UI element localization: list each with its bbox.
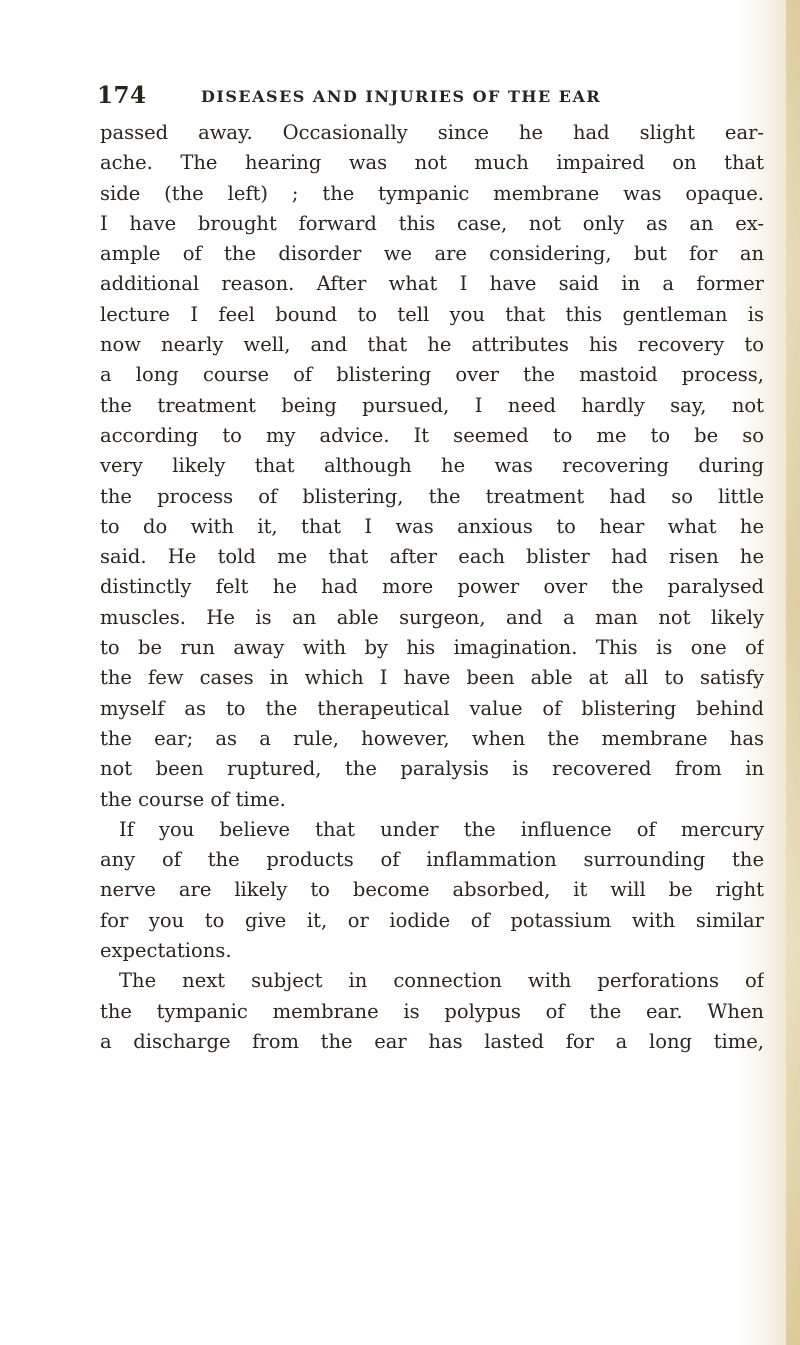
- text-line: for you to give it, or iodide of potassium with similar: [100, 908, 764, 932]
- text-line: said. He told me that after each blister had risen he: [100, 545, 764, 569]
- text-line: side (the left) ; the tympanic membrane was opaque.: [100, 181, 764, 205]
- text-line: according to my advice. It seemed to me to be so: [100, 423, 764, 447]
- text-line: the few cases in which I have been able at all to satisfy: [100, 666, 764, 690]
- text-line: ache. The hearing was not much impaired on that: [100, 151, 764, 175]
- text-line: the process of blistering, the treatment had so little: [100, 484, 764, 508]
- text-line: the tympanic membrane is polypus of the ear. When: [100, 999, 764, 1023]
- text-line: the treatment being pursued, I need hardly say, not: [100, 393, 764, 417]
- page-number: 174: [97, 82, 147, 109]
- text-line: muscles. He is an able surgeon, and a man not likely: [100, 605, 764, 629]
- text-line: very likely that although he was recovering during: [100, 454, 764, 478]
- text-line: now nearly well, and that he attributes his recovery to: [100, 333, 764, 357]
- text-line: any of the products of inflammation surrounding the: [100, 848, 764, 872]
- text-line: to be run away with by his imagination. This is one of: [100, 636, 764, 660]
- body-text: [100, 118, 764, 1057]
- text-line: myself as to the therapeutical value of blistering behind: [100, 696, 764, 720]
- text-line: a discharge from the ear has lasted for a long time,: [100, 1029, 764, 1053]
- text-line: additional reason. After what I have said in a former: [100, 272, 764, 296]
- page-edge: [786, 0, 800, 1345]
- text-line: the course of time.: [100, 787, 286, 811]
- text-line: passed away. Occasionally since he had slight ear-: [100, 121, 764, 144]
- text-line: the ear; as a rule, however, when the membrane has: [100, 726, 764, 750]
- text-line: expectations.: [100, 939, 232, 963]
- text-line: I have brought forward this case, not only as an ex-: [100, 211, 764, 235]
- text-line: ample of the disorder we are considering, but for an: [100, 242, 764, 266]
- text-line: nerve are likely to become absorbed, it will be right: [100, 878, 764, 902]
- text-line: to do with it, that I was anxious to hear what he: [100, 514, 764, 538]
- text-line: The next subject in connection with perforations of: [119, 969, 764, 993]
- text-line: distinctly felt he had more power over the paralysed: [100, 575, 764, 599]
- text-line: If you believe that under the influence of mercury: [119, 817, 764, 841]
- page-header: [97, 82, 657, 110]
- running-head: DISEASES AND INJURIES OF THE EAR: [201, 87, 602, 106]
- text-line: not been ruptured, the paralysis is recovered from in: [100, 757, 764, 781]
- text-line: a long course of blistering over the mastoid process,: [100, 363, 764, 387]
- text-line: lecture I feel bound to tell you that this gentleman is: [100, 302, 764, 326]
